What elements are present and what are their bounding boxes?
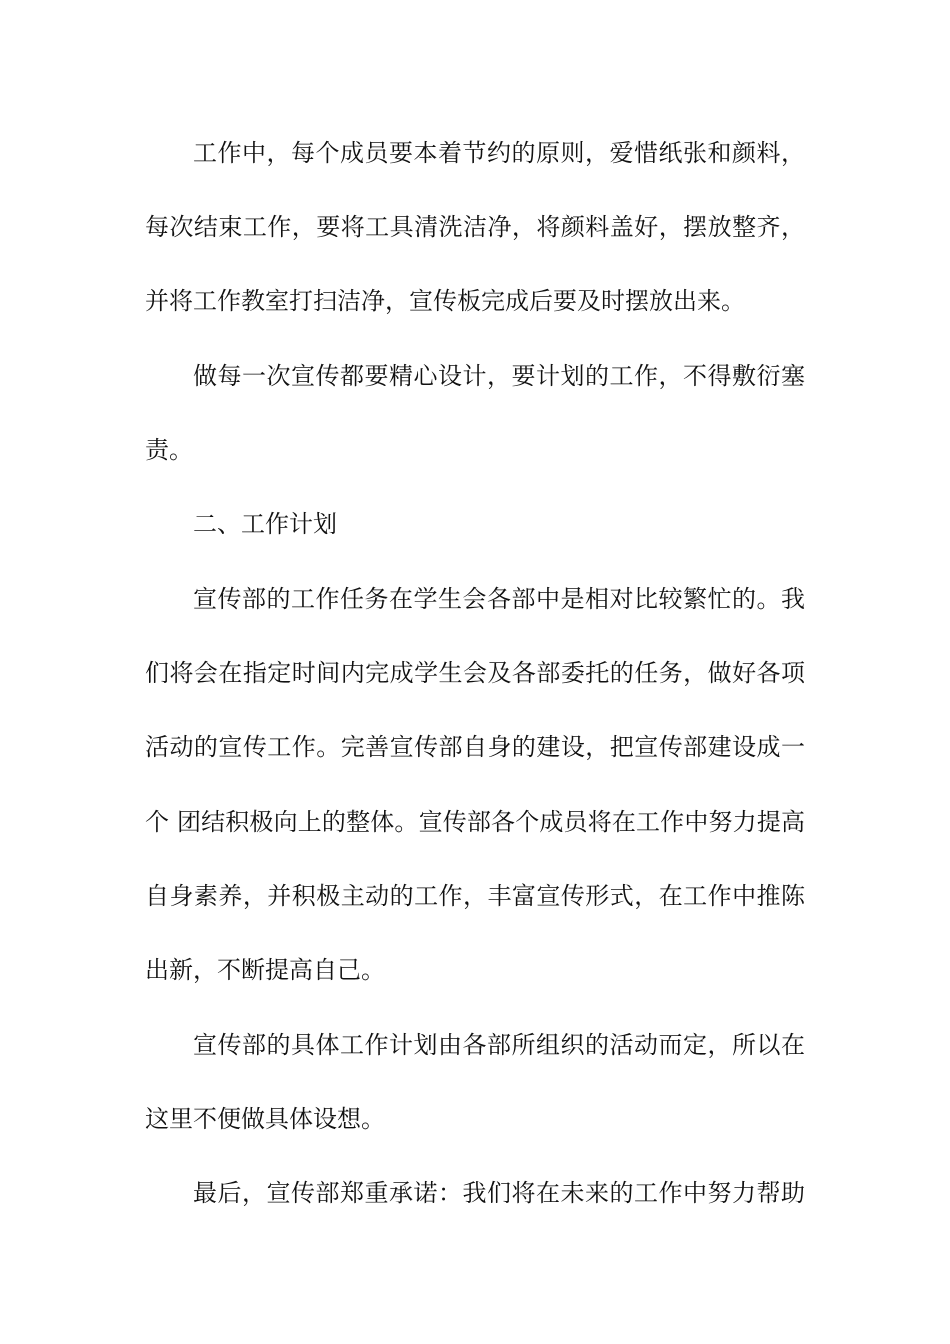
section-heading: 二、工作计划 <box>193 510 337 538</box>
paragraph-1-line-3: 并将工作教室打扫洁净，宣传板完成后要及时摆放出来。 <box>145 287 745 315</box>
paragraph-3-line-5: 自身素养，并积极主动的工作，丰富宣传形式，在工作中推陈 <box>145 882 805 910</box>
paragraph-3-line-6: 出新，不断提高自己。 <box>145 956 385 984</box>
paragraph-5-line-1: 最后，宣传部郑重承诺：我们将在未来的工作中努力帮助 <box>193 1179 805 1207</box>
paragraph-4-line-2: 这里不便做具体设想。 <box>145 1105 385 1133</box>
paragraph-3-line-4: 个 团结积极向上的整体。宣传部各个成员将在工作中努力提高 <box>145 808 805 836</box>
paragraph-2-line-2: 责。 <box>145 436 193 464</box>
paragraph-3-line-2: 们将会在指定时间内完成学生会及各部委托的任务，做好各项 <box>145 659 805 687</box>
paragraph-2-line-1: 做每一次宣传都要精心设计，要计划的工作，不得敷衍塞 <box>193 362 805 390</box>
paragraph-1-line-2: 每次结束工作，要将工具清洗洁净，将颜料盖好，摆放整齐， <box>145 213 805 241</box>
paragraph-1-line-1: 工作中，每个成员要本着节约的原则，爱惜纸张和颜料， <box>193 139 805 167</box>
paragraph-4-line-1: 宣传部的具体工作计划由各部所组织的活动而定，所以在 <box>193 1031 805 1059</box>
paragraph-3-line-3: 活动的宣传工作。完善宣传部自身的建设，把宣传部建设成一 <box>145 733 805 761</box>
paragraph-3-line-1: 宣传部的工作任务在学生会各部中是相对比较繁忙的。我 <box>193 585 805 613</box>
